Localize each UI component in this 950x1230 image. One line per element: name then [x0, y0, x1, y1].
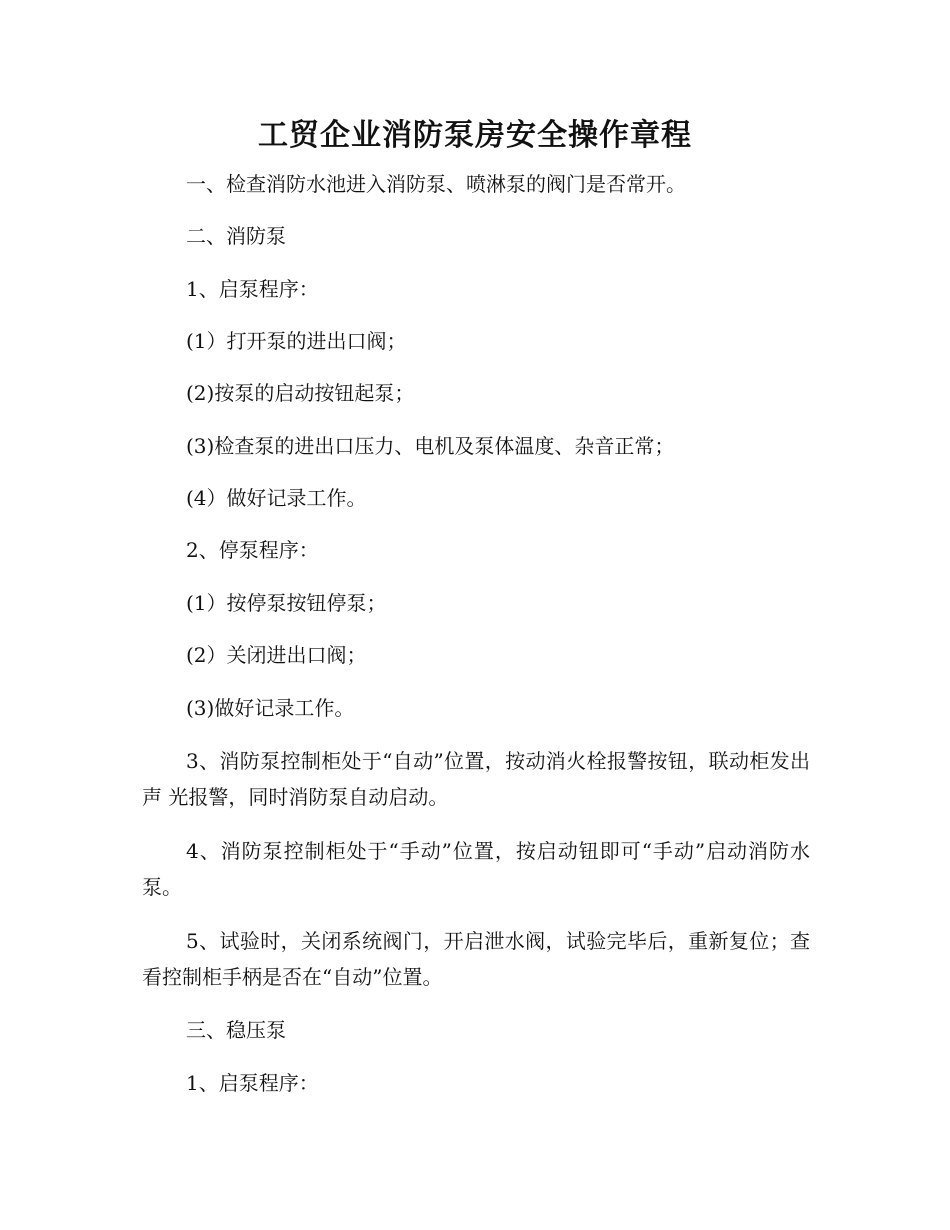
step-line: (1）按停泵按钮停泵；: [186, 591, 387, 615]
step-line: (1）打开泵的进出口阀；: [186, 329, 407, 353]
document-title: 工贸企业消防泵房安全操作章程: [258, 118, 692, 153]
step-line: (2)按泵的启动按钮起泵；: [186, 381, 415, 405]
paragraph: 5、试验时，关闭系统阀门，开启泄水阀，试验完毕后，重新复位；查看控制柜手柄是否在“自动”位置。: [142, 929, 810, 989]
subsection-heading: 2、停泵程序：: [186, 538, 319, 562]
subsection-heading: 1、启泵程序：: [186, 277, 319, 301]
subsection-heading: 1、启泵程序：: [186, 1071, 319, 1095]
step-line: (2）关闭进出口阀；: [186, 643, 367, 667]
step-line: (4）做好记录工作。: [186, 486, 367, 510]
section-heading: 二、消防泵: [186, 224, 286, 248]
step-line: (3)做好记录工作。: [186, 696, 355, 720]
paragraph: 4、消防泵控制柜处于“手动”位置，按启动钮即可“手动”启动消防水泵。: [142, 839, 810, 899]
step-line: (3)检查泵的进出口压力、电机及泵体温度、杂音正常；: [186, 434, 675, 458]
section-line: 一、检查消防水池进入消防泵、喷淋泵的阀门是否常开。: [186, 172, 686, 196]
section-heading: 三、稳压泵: [186, 1018, 286, 1042]
paragraph: 3、消防泵控制柜处于“自动”位置，按动消火栓报警按钮，联动柜发出声 光报警，同时消防泵自动启动。: [142, 749, 810, 809]
